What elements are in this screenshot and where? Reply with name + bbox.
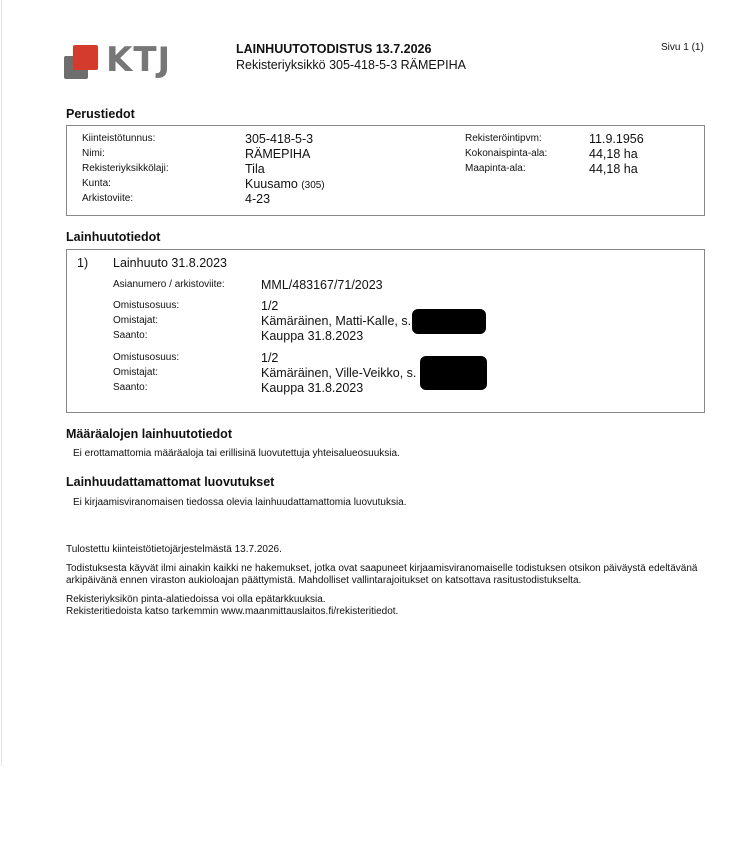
value-nimi: RÄMEPIHA — [245, 147, 311, 161]
section-heading-luovutukset: Lainhuudattamattomat luovutukset — [66, 475, 275, 489]
value-asianumero: MML/483167/71/2023 — [261, 278, 383, 292]
label-asianumero: Asianumero / arkistoviite: — [113, 279, 225, 290]
kunta-code: (305) — [301, 180, 325, 191]
applications-note-line2: arkipäivänä ennen viraston aukioloajan päättymistä. Mahdolliset vallintarajoitukset on katsottava rasitustodistukselta. — [66, 575, 582, 586]
section-heading-perustiedot: Perustiedot — [66, 107, 135, 121]
label-rekisterointipvm: Rekisteröintipvm: — [465, 133, 542, 144]
label-omistajat: Omistajat: — [113, 367, 159, 378]
value-omistusosuus: 1/2 — [261, 299, 279, 313]
label-rekisteriyksikkolaji: Rekisteriyksikkölaji: — [82, 163, 169, 174]
value-saanto: Kauppa 31.8.2023 — [261, 329, 364, 343]
value-omistajat: Kämäräinen, Matti-Kalle, s. — [261, 314, 412, 328]
logo-text: KTJ — [106, 40, 172, 80]
printed-note: Tulostettu kiinteistötietojärjestelmästä 13.7.2026. — [66, 544, 282, 555]
luovutukset-text: Ei kirjaamisviranomaisen tiedossa olevia lainhuudattamattomia luovutuksia. — [73, 497, 407, 508]
value-rekisterointipvm: 11.9.1956 — [589, 132, 644, 146]
value-saanto: Kauppa 31.8.2023 — [261, 381, 364, 395]
value-omistusosuus: 1/2 — [261, 351, 279, 365]
area-note: Rekisteriyksikön pinta-alatiedoissa voi olla epätarkkuuksia. — [66, 594, 326, 605]
label-omistusosuus: Omistusosuus: — [113, 352, 180, 363]
lainhuutotiedot-box — [66, 249, 705, 413]
document-subtitle: Rekisteriyksikkö 305-418-5-3 RÄMEPIHA — [236, 58, 466, 72]
label-nimi: Nimi: — [82, 148, 105, 159]
page-number: Sivu 1 (1) — [661, 42, 704, 53]
label-omistusosuus: Omistusosuus: — [113, 300, 180, 311]
logo-square-red — [73, 45, 98, 70]
label-saanto: Saanto: — [113, 382, 148, 393]
value-kunta — [245, 177, 325, 191]
redaction-mark — [412, 309, 486, 334]
label-kunta: Kunta: — [82, 178, 111, 189]
value-kiinteistotunnus: 305-418-5-3 — [245, 132, 314, 146]
ktj-logo — [64, 40, 172, 81]
value-rekisteriyksikkolaji: Tila — [245, 162, 265, 176]
maaraalat-text: Ei erottamattomia määräaloja tai erillisinä luovutettuja yhteisalueosuuksia. — [73, 448, 400, 459]
label-arkistoviite: Arkistoviite: — [82, 193, 134, 204]
entry-title: Lainhuuto 31.8.2023 — [113, 256, 227, 270]
register-info-note: Rekisteritiedoista katso tarkemmin www.maanmittauslaitos.fi/rekisteritiedot. — [66, 606, 399, 617]
section-heading-maaraalat: Määräalojen lainhuutotiedot — [66, 427, 232, 441]
label-maapinta-ala: Maapinta-ala: — [465, 163, 526, 174]
value-arkistoviite: 4-23 — [245, 192, 271, 206]
section-heading-lainhuutotiedot: Lainhuutotiedot — [66, 230, 161, 244]
label-omistajat: Omistajat: — [113, 315, 159, 326]
entry-number: 1) — [77, 256, 89, 270]
value-omistajat: Kämäräinen, Ville-Veikko, s. — [261, 366, 417, 380]
redaction-mark — [420, 356, 487, 390]
value-kokonaispinta-ala: 44,18 ha — [589, 147, 638, 161]
page-edge — [1, 0, 2, 766]
label-saanto: Saanto: — [113, 330, 148, 341]
value-maapinta-ala: 44,18 ha — [589, 162, 638, 176]
document-title: LAINHUUTOTODISTUS 13.7.2026 — [236, 42, 432, 56]
applications-note-line1: Todistuksesta käyvät ilmi ainakin kaikki ne hakemukset, jotka ovat saapuneet kirjaamisviranomaiselle todistuksen otsikon päiväystä edeltävänä — [66, 563, 698, 574]
kunta-name: Kuusamo — [245, 177, 298, 191]
label-kokonaispinta-ala: Kokonaispinta-ala: — [465, 148, 548, 159]
label-kiinteistotunnus: Kiinteistötunnus: — [82, 133, 156, 144]
